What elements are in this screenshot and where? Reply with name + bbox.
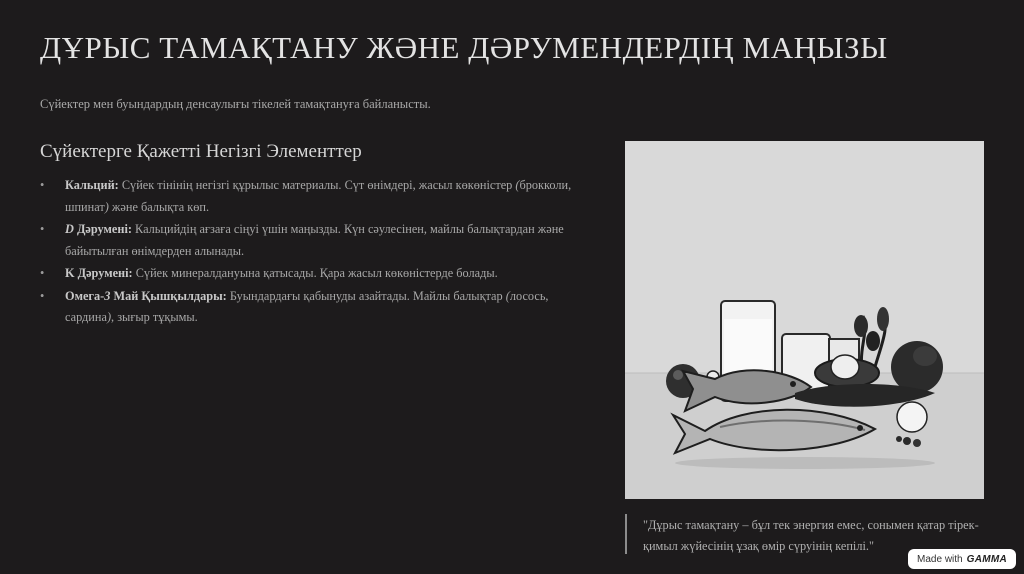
bullet-term: Май Қышқылдары: <box>110 288 227 303</box>
gamma-logo: GAMMA <box>966 553 1007 565</box>
section-heading: Сүйектерге Қажетті Негізгі Элементтер <box>40 141 362 162</box>
bullet-vitamin-k <box>40 263 600 285</box>
slide-subtitle: Сүйектер мен буындардың денсаулығы тікелей тамақтануға байланысты. <box>40 97 431 111</box>
food-still-life-image <box>625 141 984 499</box>
food-illustration <box>625 141 984 499</box>
bullet-text: брокколи, шпинат <box>65 178 572 214</box>
bullet-text: Кальцийдің ағзаға сіңуі үшін маңызды. Күн сәулесінен, майлы балықтардан және байытылған өнімдерден алынады. <box>65 222 564 258</box>
bullet-term: K Дәрумені: <box>65 266 133 280</box>
bullet-paren: ) <box>106 310 112 324</box>
bullet-text: және балықта көп. <box>108 199 210 214</box>
bullet-paren: ( <box>505 288 510 303</box>
bullet-term: Кальций: <box>65 178 119 192</box>
bullet-paren: ( <box>515 178 520 192</box>
bullet-text: лосось, сардина <box>65 288 549 324</box>
bullet-dot-icon: • <box>40 266 45 280</box>
bullet-list <box>40 175 600 330</box>
slide-title: ДҰРЫС ТАМАҚТАНУ ЖӘНЕ ДӘРУМЕНДЕРДІҢ МАҢЫЗЫ <box>40 30 888 65</box>
bullet-dot-icon: • <box>40 178 45 192</box>
bullet-text: Сүйек тінінің негізгі құрылыс материалы. Сүт өнімдері, жасыл көкөністер <box>118 178 516 192</box>
bullet-dot-icon: • <box>40 288 45 303</box>
bullet-calcium <box>40 175 600 218</box>
bullet-paren: ) <box>104 199 109 214</box>
quote-bar <box>625 514 627 554</box>
badge-prefix: Made with <box>917 553 963 565</box>
bullet-text: , зығыр тұқымы. <box>111 310 198 324</box>
bullet-text: Сүйек минералдануына қатысады. Қара жасыл көкөністерде болады. <box>132 266 498 280</box>
made-with-gamma-badge[interactable] <box>908 549 1016 569</box>
bullet-term-italic: 3 <box>104 288 111 303</box>
bullet-vitamin-d <box>40 219 600 262</box>
bullet-dot-icon: • <box>40 222 45 236</box>
bullet-term: Дәрумені: <box>73 222 132 236</box>
bullet-omega-3 <box>40 286 600 329</box>
quote-text: "Дұрыс тамақтану – бұл тек энергия емес, сонымен қатар тірек-қимыл жүйесінің ұзақ өмір сүруінің кепілі." <box>643 518 979 553</box>
bullet-text: Буындардағы қабынуды азайтады. Майлы балықтар <box>226 288 506 303</box>
bullet-term: Омега- <box>65 288 105 303</box>
bullet-term-italic: D <box>65 222 74 236</box>
